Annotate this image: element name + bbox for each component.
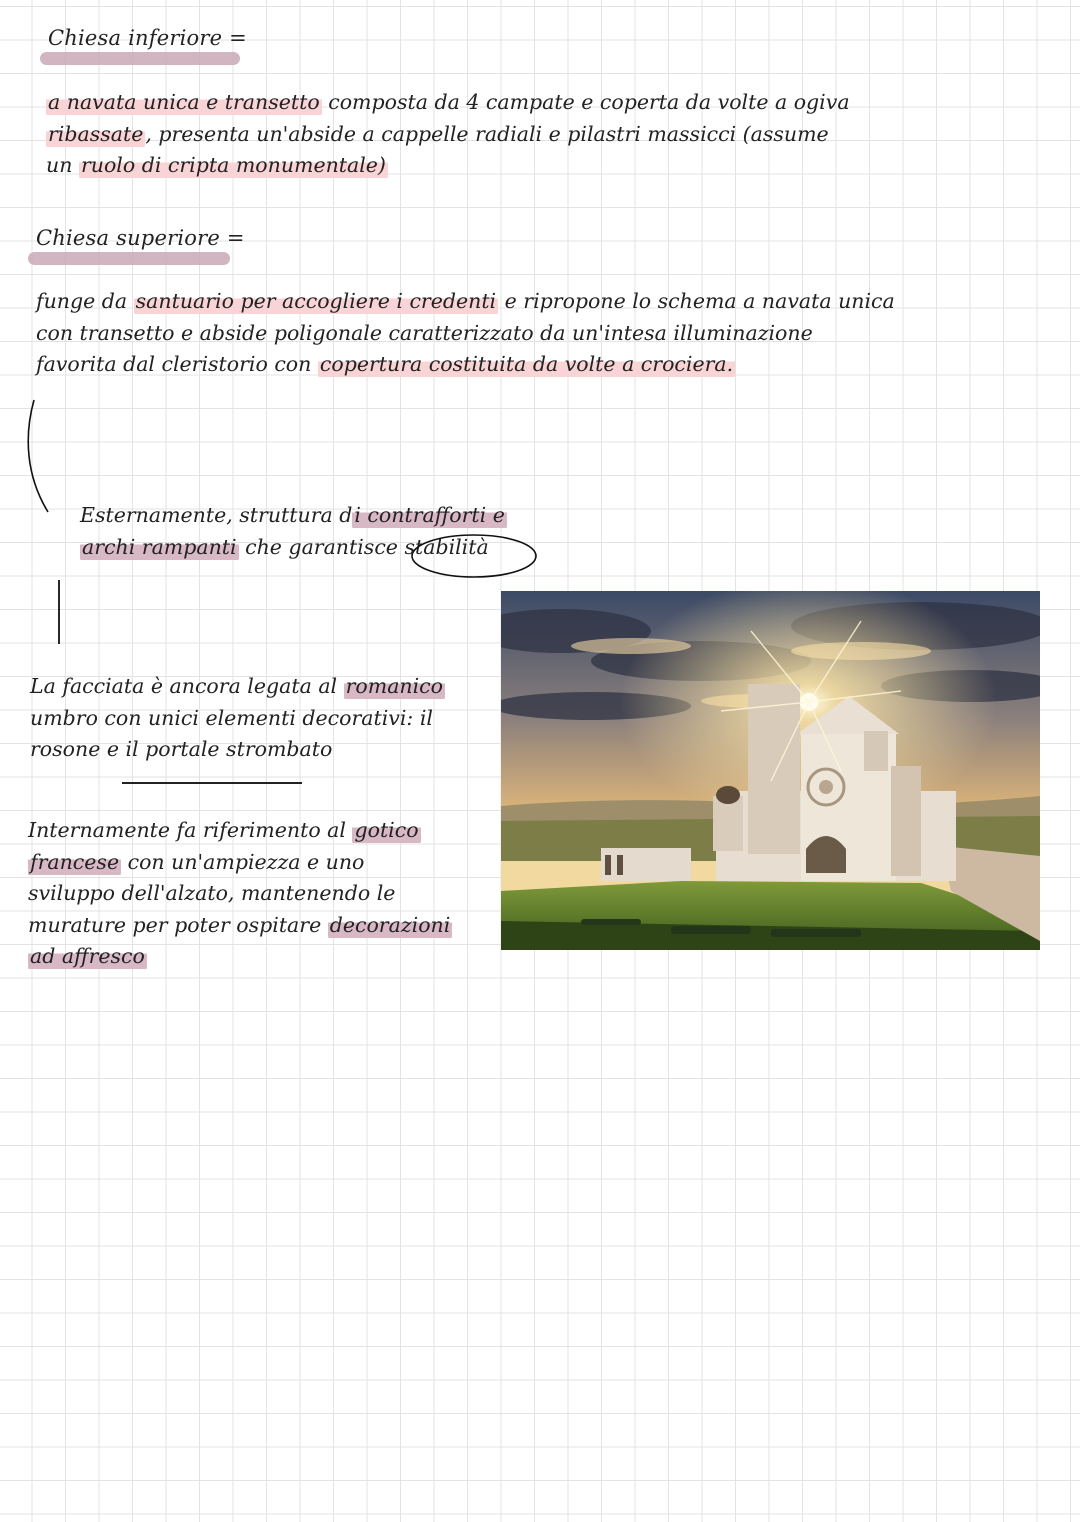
highlight: ribassate xyxy=(46,122,145,149)
highlight: i contrafforti e xyxy=(352,503,506,530)
text: funge da xyxy=(36,289,134,313)
note-line xyxy=(28,878,452,910)
paragraph-chiesa-inferiore xyxy=(46,87,850,182)
vertical-stroke xyxy=(54,578,64,648)
bracket-stroke xyxy=(20,396,60,516)
heading-chiesa-inferiore xyxy=(48,26,247,50)
note-line xyxy=(46,87,850,119)
text: Esternamente, struttura d xyxy=(80,503,353,527)
basilica-illustration xyxy=(501,591,1040,950)
text: un xyxy=(46,153,79,177)
text: La facciata è ancora legata al xyxy=(30,674,344,698)
text: umbro con unici elementi decorativi: il xyxy=(30,705,433,730)
text: Internamente fa riferimento al xyxy=(28,818,353,842)
text: composta da 4 campate e coperta da volte a ogiva xyxy=(321,90,850,114)
note-line xyxy=(30,703,445,735)
note-line xyxy=(30,671,445,703)
separator-line xyxy=(122,782,302,784)
note-line xyxy=(80,500,507,532)
highlight: francese xyxy=(28,850,121,877)
note-line xyxy=(30,734,445,766)
heading-text: Chiesa inferiore = xyxy=(48,26,247,50)
note-line xyxy=(28,910,452,942)
highlight: archi rampanti xyxy=(80,535,239,562)
highlight: romanico xyxy=(344,674,445,701)
note-line xyxy=(36,318,895,350)
note-line xyxy=(28,941,452,973)
text: rosone e il portale strombato xyxy=(30,737,333,761)
note-line xyxy=(28,847,452,879)
note-line xyxy=(46,150,850,182)
text: sviluppo dell'alzato, mantenendo le xyxy=(28,881,396,905)
text: , presenta un'abside a cappelle radiali e pilastri massicci (assume xyxy=(145,121,829,146)
paragraph-chiesa-superiore xyxy=(36,286,895,381)
note-line xyxy=(28,815,452,847)
highlight: copertura costituita da volte a crociera. xyxy=(318,352,735,379)
text: che garantisce xyxy=(238,534,405,559)
highlight: decorazioni xyxy=(328,913,453,940)
paragraph-facciata xyxy=(30,671,445,766)
highlight: ad affresco xyxy=(28,944,147,971)
highlight: a navata unica e transetto xyxy=(46,90,322,117)
heading-chiesa-superiore xyxy=(36,226,245,250)
basilica-photo xyxy=(501,591,1040,950)
note-line xyxy=(36,286,895,318)
highlight: gotico xyxy=(352,818,420,845)
note-line xyxy=(46,119,850,151)
highlight: ruolo di cripta monumentale) xyxy=(79,153,388,180)
text: e ripropone lo schema a navata unica xyxy=(498,289,895,313)
highlight: santuario per accogliere i credenti xyxy=(134,289,498,316)
heading-text: Chiesa superiore = xyxy=(36,226,245,250)
paragraph-interno xyxy=(28,815,452,973)
circle-stroke xyxy=(408,528,540,584)
text: favorita dal cleristorio con xyxy=(36,352,318,376)
circled-word: stabilità xyxy=(404,534,489,559)
text: murature per poter ospitare xyxy=(28,912,328,937)
text: con un'ampiezza e uno xyxy=(121,849,365,874)
note-line xyxy=(36,349,895,381)
text: con transetto e abside poligonale caratterizzato da un'intesa illuminazione xyxy=(36,320,813,345)
